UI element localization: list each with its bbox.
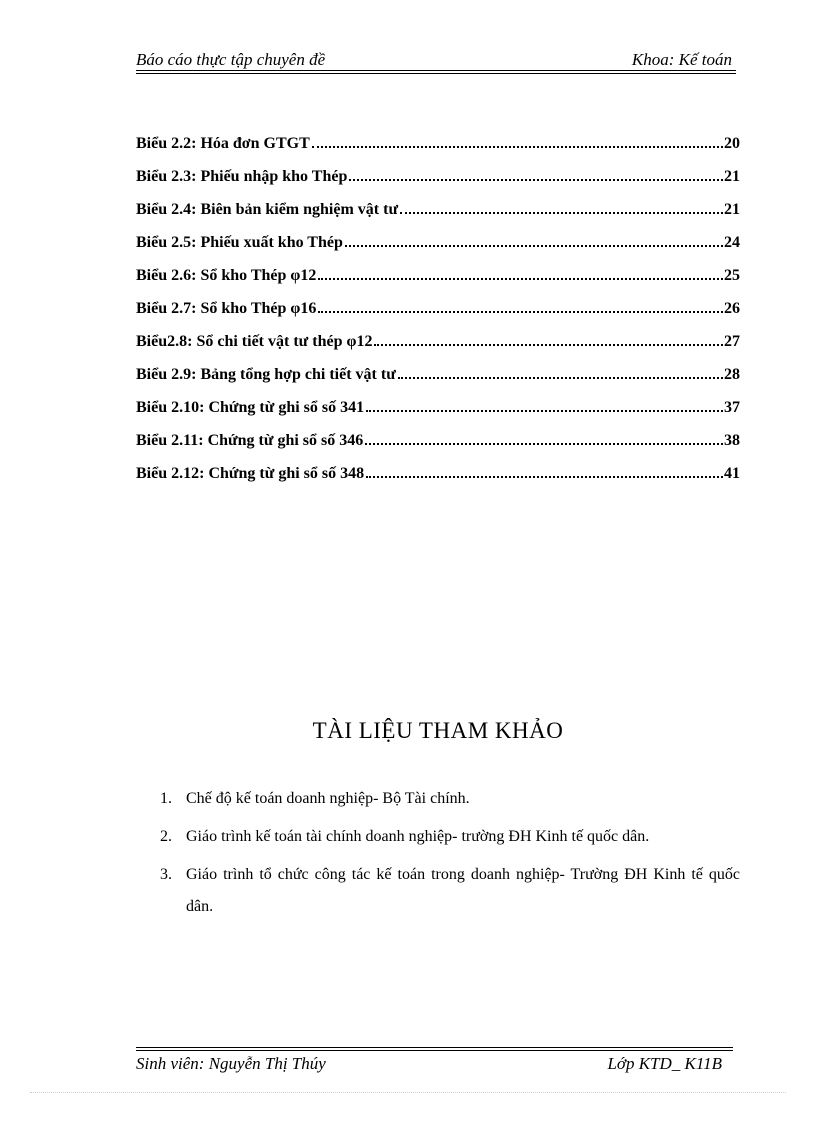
toc-item <box>136 133 740 166</box>
toc-item <box>136 331 740 364</box>
toc-leader <box>366 476 723 478</box>
toc-item <box>136 265 740 298</box>
toc-item-page: 38 <box>724 432 740 449</box>
toc-item-page: 27 <box>724 333 740 350</box>
toc-leader <box>318 311 723 313</box>
toc-item-title: Biểu 2.7: Sổ kho Thép φ16 <box>136 300 317 317</box>
toc-item <box>136 232 740 265</box>
toc-item-page: 20 <box>724 135 740 152</box>
reference-text: Giáo trình kế toán tài chính doanh nghiệp- trường ĐH Kinh tế quốc dân. <box>186 828 650 845</box>
toc-leader <box>349 179 723 181</box>
header-rule-bottom <box>136 73 736 74</box>
toc-item-title: Biểu 2.12: Chứng từ ghi sổ số 348 <box>136 465 365 482</box>
toc-leader <box>312 146 723 148</box>
toc-item-title: Biểu 2.10: Chứng từ ghi sổ số 341 <box>136 399 365 416</box>
reference-text: Giáo trình tổ chức công tác kế toán trong doanh nghiệp- Trường ĐH Kinh tế quốc dân. <box>186 866 740 915</box>
toc-item-page: 21 <box>724 168 740 185</box>
reference-number: 1. <box>160 790 172 807</box>
page-bottom-border <box>30 1092 786 1093</box>
page-footer <box>136 1054 726 1076</box>
toc-item-page: 26 <box>724 300 740 317</box>
toc-item <box>136 166 740 199</box>
references-list <box>160 783 740 929</box>
toc-item-title: Biểu2.8: Sổ chi tiết vật tư thép φ12 <box>136 333 373 350</box>
toc-item <box>136 199 740 232</box>
toc-item <box>136 463 740 496</box>
footer-student-name: Sinh viên: Nguyễn Thị Thúy <box>136 1054 326 1073</box>
toc-item-title: Biểu 2.9: Bảng tổng hợp chi tiết vật tư <box>136 366 396 383</box>
toc-item <box>136 430 740 463</box>
reference-number: 3. <box>160 866 172 883</box>
toc-leader <box>345 245 723 247</box>
toc-item-page: 28 <box>724 366 740 383</box>
header-rule-top <box>136 70 736 71</box>
toc-item-title: Biểu 2.3: Phiếu nhập kho Thép <box>136 168 348 185</box>
toc-leader <box>318 278 723 280</box>
toc-item-title: Biểu 2.11: Chứng từ ghi sổ số 346 <box>136 432 364 449</box>
footer-rule-bottom <box>136 1050 733 1051</box>
toc-item <box>136 298 740 331</box>
toc-leader <box>374 344 723 346</box>
footer-class: Lớp KTD_ K11B <box>607 1054 722 1073</box>
reference-item <box>160 821 740 853</box>
reference-item <box>160 859 740 923</box>
toc-leader <box>366 410 723 412</box>
toc-item-page: 21 <box>724 201 740 218</box>
footer-rule-top <box>136 1047 733 1048</box>
table-of-contents <box>136 133 740 496</box>
toc-item-page: 37 <box>724 399 740 416</box>
reference-number: 2. <box>160 828 172 845</box>
header-department: Khoa: Kế toán <box>631 50 732 69</box>
toc-item <box>136 364 740 397</box>
toc-item-title: Biểu 2.5: Phiếu xuất kho Thép <box>136 234 343 251</box>
reference-item <box>160 783 740 815</box>
page-header <box>136 50 736 70</box>
reference-text: Chế độ kế toán doanh nghiệp- Bộ Tài chính. <box>186 790 470 807</box>
header-report-title: Báo cáo thực tập chuyên đề <box>136 50 326 69</box>
toc-leader <box>365 443 723 445</box>
toc-item <box>136 397 740 430</box>
toc-item-page: 24 <box>724 234 740 251</box>
toc-leader <box>400 212 723 214</box>
toc-leader <box>398 377 723 379</box>
toc-item-page: 25 <box>724 267 740 284</box>
toc-item-title: Biểu 2.2: Hóa đơn GTGT <box>136 135 310 152</box>
toc-item-title: Biểu 2.6: Sổ kho Thép φ12 <box>136 267 317 284</box>
references-heading: TÀI LIỆU THAM KHẢO <box>312 718 564 743</box>
toc-item-page: 41 <box>724 465 740 482</box>
toc-item-title: Biểu 2.4: Biên bản kiểm nghiệm vật tư <box>136 201 399 218</box>
